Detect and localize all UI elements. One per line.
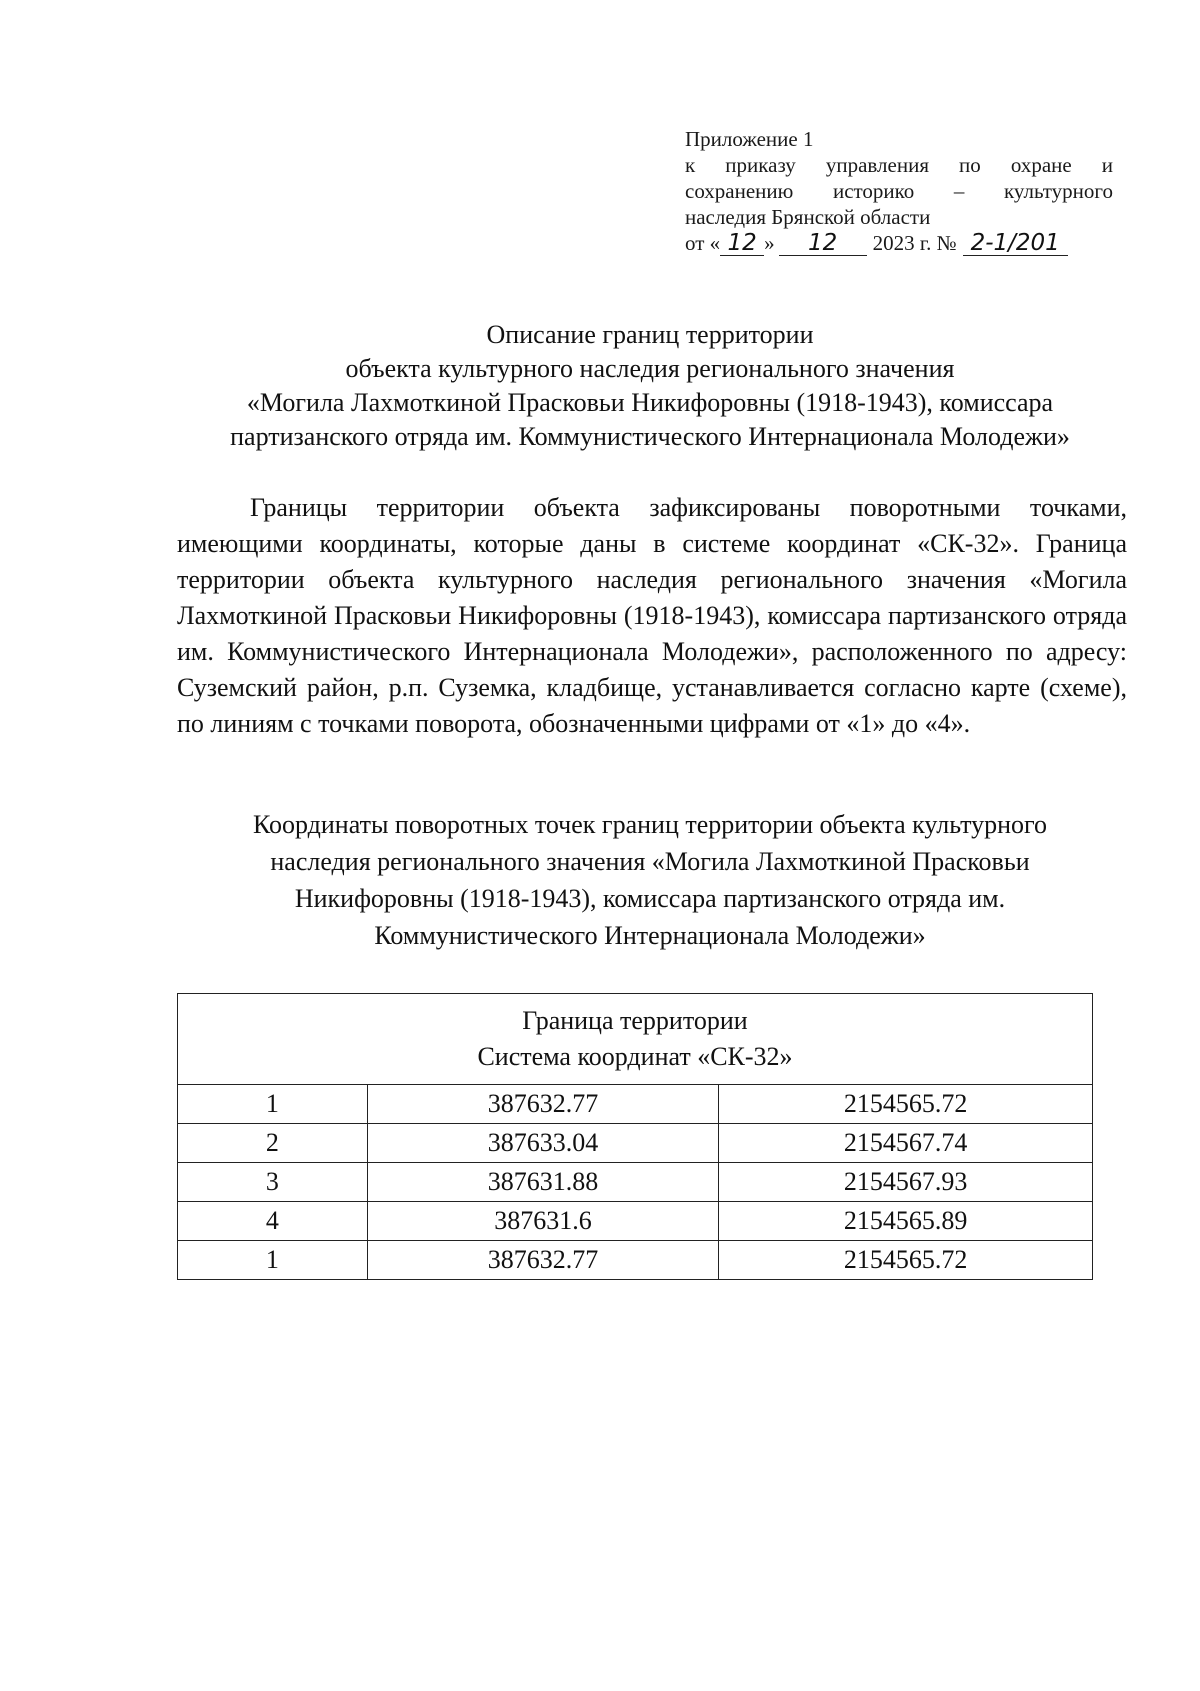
- appendix-order-line: к приказу управления по охране и: [685, 153, 1113, 177]
- x-coordinate-cell: 387631.88: [367, 1163, 719, 1202]
- x-coordinate-cell: 387632.77: [367, 1241, 719, 1280]
- title-line-2: объекта культурного наследия регионального значения: [345, 354, 955, 383]
- coordinates-heading: [120, 806, 1180, 954]
- title-line-1: Описание границ территории: [486, 320, 814, 349]
- table-header-row: [178, 994, 1093, 1085]
- handwritten-month: 12: [779, 231, 867, 256]
- table-row: [178, 1202, 1093, 1241]
- y-coordinate-cell: 2154565.89: [719, 1202, 1093, 1241]
- point-number-cell: 2: [178, 1124, 368, 1163]
- body-paragraph: Границы территории объекта зафиксированы поворотными точками, имеющими координаты, которые даны в системе координат «СК-32». Граница территории объекта культурного наследия регионального значения «Могила Лахмоткиной Прасковьи Никифоровны (1918-1943), комиссара партизанского отряда им. Коммунистического Интернационала Молодежи», расположенного по адресу: Суземский район, р.п. Суземка, кладбище, устанавливается согласно карте (схеме), по линиям с точками поворота, обозначенными цифрами от «1» до «4».: [177, 493, 1127, 738]
- y-coordinate-cell: 2154567.74: [719, 1124, 1093, 1163]
- table-row: [178, 1085, 1093, 1124]
- handwritten-day: 12: [720, 231, 764, 256]
- table-row: [178, 1124, 1093, 1163]
- coords-title-line-4: Коммунистического Интернационала Молодежи»: [374, 921, 926, 950]
- point-number-cell: 1: [178, 1085, 368, 1124]
- document-title: [120, 318, 1180, 454]
- appendix-date-line: [685, 230, 1113, 256]
- table-row: [178, 1241, 1093, 1280]
- x-coordinate-cell: 387633.04: [367, 1124, 719, 1163]
- x-coordinate-cell: 387632.77: [367, 1085, 719, 1124]
- y-coordinate-cell: 2154567.93: [719, 1163, 1093, 1202]
- title-line-3: «Могила Лахмоткиной Прасковьи Никифоровны (1918-1943), комиссара: [246, 388, 1054, 417]
- coordinates-table: [177, 993, 1093, 1280]
- point-number-cell: 4: [178, 1202, 368, 1241]
- handwritten-order-number: 2-1/201: [963, 231, 1068, 256]
- coords-title-line-2: наследия регионального значения «Могила Лахмоткиной Прасковьи: [270, 847, 1030, 876]
- x-coordinate-cell: 387631.6: [367, 1202, 719, 1241]
- coords-title-line-3: Никифоровны (1918-1943), комиссара партизанского отряда им.: [294, 884, 1006, 913]
- appendix-org-line: сохранению историко – культурного: [685, 179, 1113, 203]
- table-header-line-2: Система координат «СК-32»: [477, 1042, 793, 1071]
- date-quote-close: »: [764, 231, 775, 255]
- point-number-cell: 3: [178, 1163, 368, 1202]
- title-line-4: партизанского отряда им. Коммунистического Интернационала Молодежи»: [230, 422, 1070, 451]
- table-header-line-1: Граница территории: [522, 1006, 748, 1035]
- table-row: [178, 1163, 1093, 1202]
- date-prefix: от «: [685, 231, 721, 255]
- point-number-cell: 1: [178, 1241, 368, 1280]
- y-coordinate-cell: 2154565.72: [719, 1241, 1093, 1280]
- appendix-block: [685, 126, 1113, 256]
- date-year: 2023 г. №: [872, 231, 957, 255]
- coords-title-line-1: Координаты поворотных точек границ территории объекта культурного: [252, 810, 1048, 839]
- appendix-region-line: наследия Брянской области: [685, 205, 931, 229]
- table-header-cell: [178, 994, 1093, 1085]
- appendix-label: Приложение 1: [685, 127, 814, 151]
- y-coordinate-cell: 2154565.72: [719, 1085, 1093, 1124]
